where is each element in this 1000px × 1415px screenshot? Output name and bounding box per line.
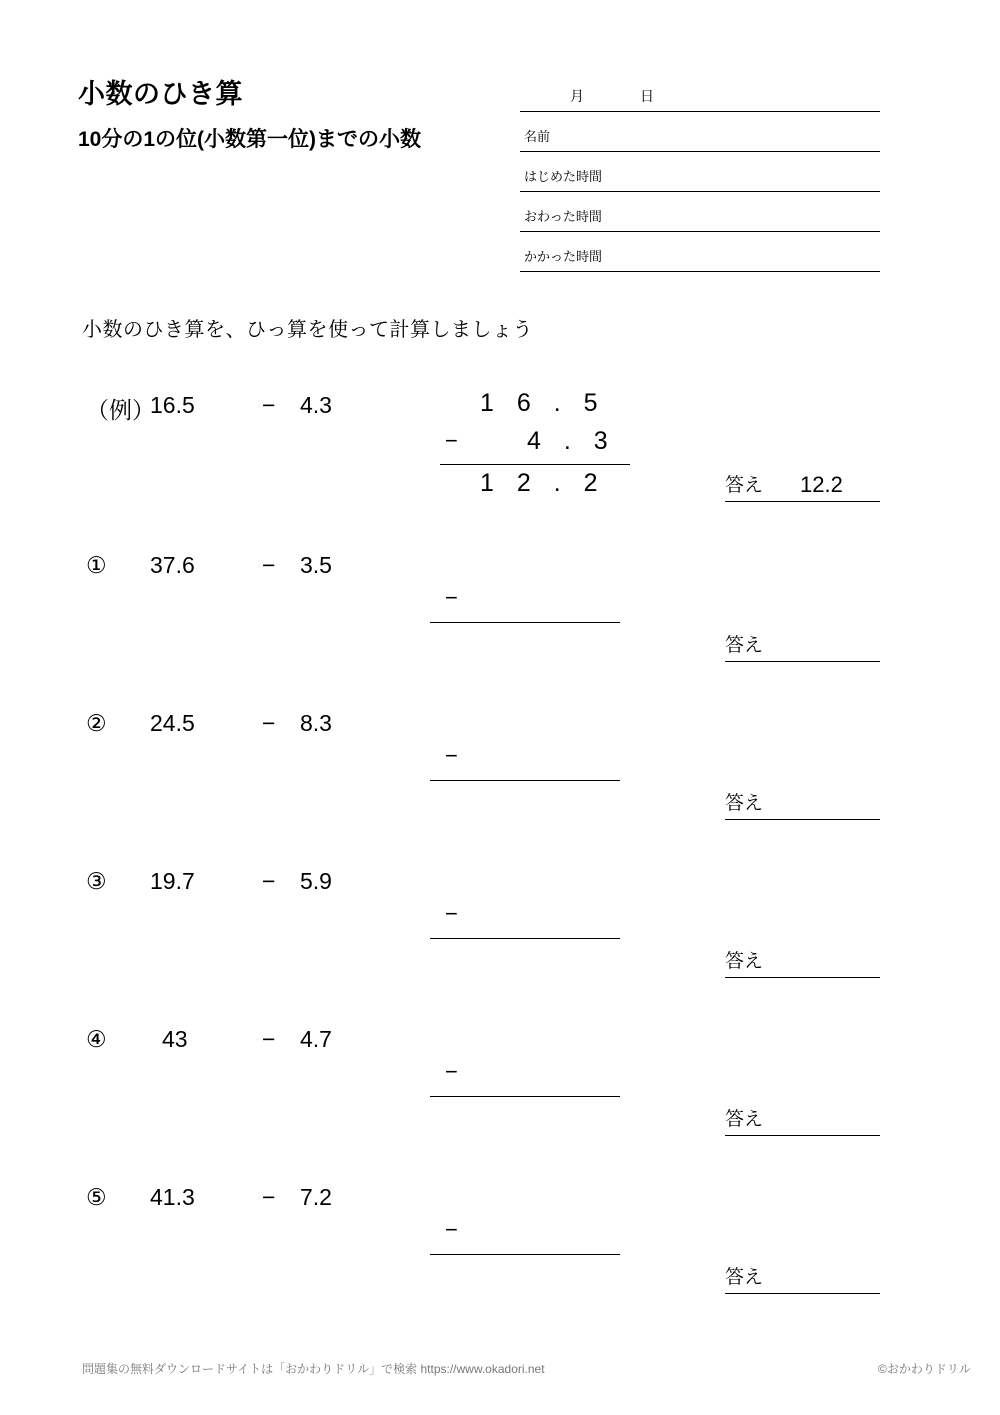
problem-minus-sign: − (262, 868, 276, 894)
month-label: 月 (570, 88, 584, 104)
vertical-minus-sign: − (445, 1217, 458, 1242)
problem-minus-sign: − (262, 1026, 276, 1052)
vertical-rule (430, 622, 620, 623)
vertical-bottom-number: 4 . 3 (527, 427, 616, 455)
vertical-calculation-area[interactable] (430, 1026, 730, 1166)
problem-minus-sign: − (262, 1184, 276, 1210)
answer-area[interactable] (725, 946, 880, 978)
problem-minus-sign: − (262, 552, 276, 578)
problem-subtrahend: 3.5 (300, 552, 332, 578)
student-info-box (520, 76, 880, 272)
answer-label: 答え (725, 635, 764, 656)
start-time-label: はじめた時間 (524, 169, 603, 184)
vertical-calculation-area[interactable] (430, 1184, 730, 1324)
vertical-top-number: 1 6 . 5 (480, 389, 606, 417)
problem-number: ③ (86, 868, 107, 894)
problem-minuend: 24.5 (150, 710, 195, 736)
answer-rule (725, 1293, 880, 1294)
instruction-text: 小数のひき算を、ひっ算を使って計算しましょう (82, 319, 533, 341)
answer-area[interactable] (725, 470, 880, 502)
answer-label: 答え (725, 475, 764, 496)
answer-rule (725, 819, 880, 820)
problem-number: ⑤ (86, 1184, 107, 1210)
start-time-row[interactable] (520, 152, 880, 192)
elapsed-time-label: かかった時間 (524, 249, 603, 264)
problem-number: ④ (86, 1026, 107, 1052)
problem-minuend: 43 (162, 1026, 188, 1052)
problem-example (0, 389, 1000, 550)
vertical-minus-sign: − (445, 743, 458, 768)
answer-rule (725, 501, 880, 502)
problem-subtrahend: 4.3 (300, 392, 332, 418)
end-time-label: おわった時間 (524, 209, 602, 224)
vertical-rule (430, 938, 620, 939)
date-row[interactable] (520, 76, 880, 112)
problem-subtrahend: 7.2 (300, 1184, 332, 1210)
footer-copyright: ©おかわりドリル (878, 1362, 971, 1376)
problem-minus-sign: − (262, 392, 276, 418)
problem-subtrahend: 8.3 (300, 710, 332, 736)
day-label: 日 (640, 88, 654, 104)
answer-area[interactable] (725, 1104, 880, 1136)
page-subtitle: 10分の1の位(小数第一位)までの小数 (78, 128, 422, 151)
vertical-result-number: 1 2 . 2 (480, 469, 606, 497)
problem-number: ② (86, 710, 107, 736)
problem-minus-sign: − (262, 710, 276, 736)
page-header (0, 0, 1000, 290)
answer-rule (725, 1135, 880, 1136)
problem-minuend: 41.3 (150, 1184, 195, 1210)
vertical-rule (430, 780, 620, 781)
name-field-label: 名前 (524, 129, 551, 144)
problem-subtrahend: 4.7 (300, 1026, 332, 1052)
vertical-minus-sign: − (445, 585, 458, 610)
footer-site-note: 問題集の無料ダウンロードサイトは「おかわりドリル」で検索 https://www.okadori.net (82, 1362, 545, 1376)
name-field-row[interactable] (520, 112, 880, 152)
answer-value: 12.2 (800, 472, 843, 497)
problem-minuend: 16.5 (150, 392, 195, 418)
answer-label: 答え (725, 1267, 764, 1288)
vertical-minus-sign: − (445, 1059, 458, 1084)
answer-label: 答え (725, 951, 764, 972)
problem-number: （例） (86, 397, 155, 423)
answer-rule (725, 661, 880, 662)
vertical-minus-sign: − (445, 901, 458, 926)
problem-minuend: 37.6 (150, 552, 195, 578)
problem-number: ① (86, 552, 107, 578)
answer-area[interactable] (725, 630, 880, 662)
elapsed-time-row[interactable] (520, 232, 880, 272)
vertical-minus-sign: − (445, 428, 458, 453)
vertical-calculation-area[interactable] (430, 552, 730, 692)
page-title: 小数のひき算 (78, 79, 243, 109)
problem-1 (0, 552, 1000, 710)
answer-label: 答え (725, 793, 764, 814)
answer-area[interactable] (725, 1262, 880, 1294)
vertical-rule (440, 464, 630, 465)
end-time-row[interactable] (520, 192, 880, 232)
problem-4 (0, 1026, 1000, 1184)
vertical-rule (430, 1254, 620, 1255)
vertical-calculation-area[interactable] (430, 710, 730, 850)
problem-2 (0, 710, 1000, 868)
problem-3 (0, 868, 1000, 1026)
problem-5 (0, 1184, 1000, 1342)
vertical-rule (430, 1096, 620, 1097)
vertical-calculation-area[interactable] (430, 868, 730, 1008)
vertical-calculation-area[interactable] (430, 389, 730, 532)
answer-rule (725, 977, 880, 978)
problem-subtrahend: 5.9 (300, 868, 332, 894)
problem-minuend: 19.7 (150, 868, 195, 894)
answer-area[interactable] (725, 788, 880, 820)
answer-label: 答え (725, 1109, 764, 1130)
